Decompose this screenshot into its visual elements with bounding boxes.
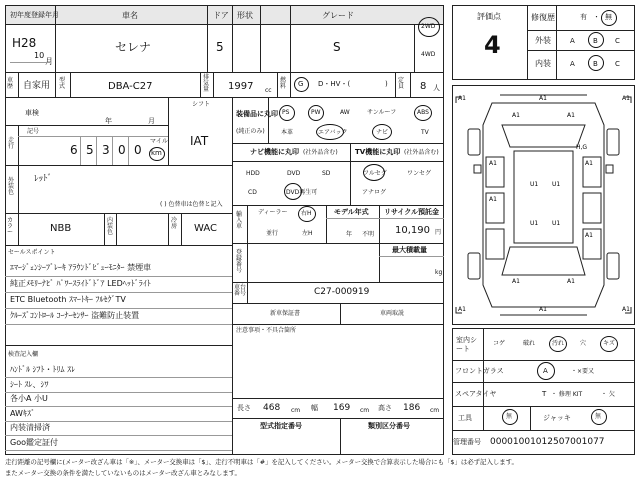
first-reg-month: 10 [34,51,45,60]
tv-oneseg: ワンセグ [407,170,432,177]
divider [340,303,341,324]
tools-label: 工具 [458,414,472,422]
length-value: 468 [263,403,281,413]
ac-value: WAC [194,223,217,234]
separator: ・ [593,13,600,21]
sales-points-label: セールスポイント [8,249,56,256]
divider [452,430,635,431]
divider [168,213,169,245]
running-label: 走行 [8,137,15,150]
chassis-value: C27-000919 [314,287,370,297]
damage-mark: A1 [585,160,593,167]
mileage-digit: 3 [102,143,110,157]
fuel-label: 燃料 [280,77,287,90]
model-label: 型式 [59,77,66,90]
divider [232,303,444,304]
model-year-year: 年 [346,231,353,238]
ext-grade-c: C [615,37,620,45]
divider [410,72,411,97]
divider [232,97,233,455]
divider [326,205,327,243]
sales-point-line: 純正ﾒﾓﾘｰﾅﾋﾞ ﾊﾟﾜｰｽﾗｲﾄﾞﾄﾞｱ LEDﾍｯﾄﾞﾗｲﾄ [10,279,151,288]
divider [556,5,557,80]
first-reg-label: 初年度登録年月 [10,11,59,19]
notes-label: 注意事項・不具合箇所 [236,327,297,334]
height-label: 高さ [378,404,392,412]
damage-mark: A1 [512,112,520,119]
equip-sunroof: サンルーフ [367,109,397,116]
use-label: 車歴 [7,77,14,90]
equip-tv: TV [421,129,429,136]
month-unit: 月 [45,57,53,66]
divider [290,5,291,72]
drive-2wd: 2WD [421,23,436,30]
max-load-label: 最大積載量 [392,246,427,254]
navi-cd: CD [248,189,257,196]
divider [232,161,444,162]
footer-line-2: またメーター交換の条件を満たしていないものはメーター改ざん車とみなします。 [5,469,241,477]
doors-value: 5 [216,40,224,54]
model-year-unknown: 不明 [362,231,375,238]
divider [5,125,168,126]
damage-mark: A1 [622,95,630,102]
inspector-line: 内装清掃済 [10,423,50,432]
record-label: 記号 [27,128,40,135]
fuel-close: ) [385,80,388,88]
divider [5,377,232,378]
spare-kit: ・ 修理 KIT [551,391,583,398]
divider [326,218,444,219]
divider [70,72,71,97]
divider [112,136,113,165]
divider [18,136,168,137]
damage-mark: A1 [539,306,547,313]
divider [5,450,232,451]
inspector-label: 検査記入欄 [8,351,39,358]
import-left: 左H [302,230,313,237]
divider [5,292,232,293]
divider [247,282,248,303]
int-grade-c: C [615,60,620,68]
damage-mark: A1 [512,278,520,285]
import-label: 輸入車 [236,211,243,230]
damage-mark: A1 [567,278,575,285]
divider [527,50,635,51]
seat-item: 破れ [523,340,536,347]
inspector-line: 各小A 小U [10,394,48,403]
divider [530,406,531,430]
tv-sublabel: (社外品含む) [404,149,439,156]
divider [232,5,233,72]
divider [128,136,129,165]
divider [5,24,444,25]
shift-value: IAT [190,134,209,148]
jack-none: 無 [595,413,602,420]
height-value: 186 [403,403,421,413]
grade-label: グレード [322,11,354,20]
spare-label: スペアタイヤ [455,390,497,398]
damage-mark: A1 [458,306,466,313]
divider [379,256,444,257]
damage-mark: A1 [539,95,547,102]
divider [200,72,201,97]
divider [5,345,232,346]
shape-label: 形状 [237,11,253,20]
divider [213,72,214,97]
persons-unit: 人 [433,84,440,92]
model-value: DBA-C27 [108,81,153,92]
import-dealer: ディーラー [258,209,288,216]
width-unit: cm [360,407,370,414]
import-parallel: 並行 [266,230,279,237]
inspection-month: 月 [148,117,155,125]
grade-value: S [333,40,341,54]
divider [483,328,484,430]
inspector-line: ｼｰﾄ ｽﾚ、ｼﾜ [10,379,49,389]
divider [232,205,444,206]
tv-label: TV機能に丸印 [355,148,401,156]
damage-mark: H,G [576,144,588,151]
exterior-grade-label: 外装 [535,36,551,45]
capacity-value: 8 [420,81,427,92]
damage-mark: A1 [585,232,593,239]
divider [5,308,232,309]
navi-hdd: HDD [246,170,260,177]
equip-pw: PW [311,109,321,116]
ext-grade-a: A [570,37,575,45]
damage-mark: U1 [530,181,539,188]
registration-label: 登録番号 [236,249,243,274]
divider [247,243,248,282]
equip-abs: ABS [417,109,429,116]
divider [5,165,232,166]
divider [414,24,415,72]
divider [527,5,528,80]
divider [5,435,232,436]
repair-no: 無 [605,13,612,21]
repair-yes: 有 [580,13,587,21]
divider [18,125,19,165]
divider [268,97,269,143]
chassis-label: 車台番号 [234,284,247,297]
navi-sd: SD [322,170,331,177]
recycle-label: リサイクル預託金 [384,208,440,216]
divider [452,382,635,383]
divider [5,97,444,98]
displacement-value: 1997 [228,81,254,92]
divider [5,324,232,325]
front-glass-rest: ・×要又 [571,368,595,375]
unit-km: km [151,149,162,157]
equip-airbag: エアバック [318,129,348,136]
divider [18,165,19,213]
divider [5,276,232,277]
length-label: 長さ [237,404,251,412]
type-spec-label: 型式指定番号 [260,422,302,430]
divider [116,213,117,245]
divider [207,5,208,72]
divider [5,392,232,393]
inspection-year: 年 [105,117,112,125]
ac-label: 冷房 [171,217,178,230]
navi-sublabel: (社外品含む) [303,149,338,156]
divider [18,213,19,245]
import-right: 右H [301,210,312,217]
divider [5,245,232,246]
spare-missing: ・ 欠 [601,391,615,398]
damage-mark: U1 [552,220,561,227]
mileage-digit: 0 [118,143,126,157]
divider [395,72,396,97]
exterior-color-label: 外装色 [8,177,15,196]
length-unit: cm [291,407,301,414]
equip-navi: ナビ [376,129,389,136]
navi-label: ナビ機能に丸印 [250,148,299,156]
sales-point-line: ｸﾙｰｽﾞｺﾝﾄﾛｰﾙ ｺｰﾅｰｾﾝｻｰ 盗難防止装置 [10,311,140,320]
mileage-digit: 6 [70,143,78,157]
car-diagram [452,85,635,325]
ext-grade-b: B [593,37,598,45]
interior-grade-label: 内装 [535,59,551,68]
sales-point-line: ｴﾏｰｼﾞｪﾝｼｰﾌﾞﾚｰｷ ｱﾗｳﾝﾄﾞﾋﾞｭｰﾓﾆﾀｰ 禁煙車 [10,263,152,272]
divider [247,205,248,243]
damage-mark: U1 [530,220,539,227]
spare-t: T [542,390,547,398]
color-value: NBB [50,223,72,234]
divider [260,5,261,72]
divider [80,136,81,165]
control-label: 管理番号 [453,438,481,446]
recycle-value: 10,190 [395,225,430,236]
divider [232,398,444,399]
int-grade-b: B [593,60,598,68]
cc-unit: cc [265,87,272,94]
score-value: 4 [484,31,501,59]
first-reg-era: H28 [12,36,37,50]
shift-label: シフト [192,101,211,108]
equip-ps: PS [282,109,290,116]
jack-label: ジャッキ [543,414,571,422]
divider [452,360,635,361]
capacity-label: 定員 [398,77,405,90]
drive-4wd: 4WD [421,51,436,58]
divider [379,205,380,243]
damage-mark: U1 [552,181,561,188]
divider [5,406,232,407]
divider [290,72,291,97]
height-unit: cm [430,407,440,414]
divider [232,243,444,244]
seat-item: 汚れ [552,340,565,347]
use-value: 自家用 [23,81,51,91]
warranty-label: 新車保証書 [270,310,301,317]
control-value: 00001001012507001077 [490,437,605,447]
seat-item: コゲ [493,340,506,347]
mileage-digit: 0 [134,143,142,157]
width-value: 169 [333,403,351,413]
displacement-label: 排気量 [203,74,210,93]
divider [55,72,56,97]
sales-point-line: ETC Bluetooth ｽﾏｰﾄｷｰ ﾌﾙｾｸﾞTV [10,295,126,304]
divider [340,418,341,455]
equipment-sublabel: (純正のみ) [236,128,265,135]
unit-mile: マイル [150,138,168,145]
damage-mark: A1 [458,95,466,102]
divider [181,213,182,245]
seat-item: キズ [603,340,615,347]
car-name: セレナ [115,40,152,54]
divider [379,243,380,282]
inspector-line: AWｷｽﾞ [10,408,35,418]
front-glass-label: フロントガラス [455,367,504,375]
damage-mark: A1 [622,306,630,313]
equip-aw: AW [340,109,350,116]
divider [104,213,105,245]
divider [232,418,444,419]
color-label: カラー [7,217,14,236]
inspector-line: Goo鑑定証付 [10,437,58,447]
divider [350,143,351,205]
divider [18,72,19,97]
doors-label: ドア [213,11,229,20]
divider [232,324,444,325]
fuel-rest: D・HV・( [318,80,351,88]
divider [168,97,169,165]
front-glass-a: A [543,367,548,375]
navi-dvd-play: DVD再生可 [286,189,318,196]
width-label: 幅 [311,404,318,412]
divider [452,406,635,407]
recycle-unit: 円 [435,229,442,236]
inspector-line: ﾊﾝﾄﾞﾙ ｼﾌﾄ・ﾄﾘﾑ ｽﾚ [10,365,76,374]
mileage-digit: 5 [86,143,94,157]
equip-leather: 本革 [281,129,294,136]
navi-dvd: DVD [287,170,301,177]
damage-mark: A1 [489,196,497,203]
damage-mark: A1 [489,160,497,167]
fuel-g: G [298,80,304,88]
divider [232,282,444,283]
repair-label: 修復歴 [531,13,555,22]
class-number-label: 類別区分番号 [368,422,410,430]
car-name-label: 車名 [122,11,138,20]
damage-mark: A1 [567,112,575,119]
divider [527,30,635,31]
equipment-label: 装備品に丸印 [236,110,278,118]
max-load-unit: kg [435,269,443,276]
manual-label: 車両取説 [380,310,405,317]
exterior-color-note: ( ) 色替車は色替と記入 [160,201,223,208]
exterior-color-value: ﾚｯﾄﾞ [34,174,53,184]
divider [96,136,97,165]
tools-none: 無 [506,413,513,420]
interior-color-label: 内装色 [107,217,114,236]
divider [5,213,232,214]
divider [5,421,232,422]
divider [232,143,444,144]
score-label: 評価点 [477,12,501,21]
int-grade-a: A [570,60,575,68]
interior-seat-label: 室内シート [456,336,477,354]
tv-fullseg: フルセグ [363,170,387,177]
divider [10,62,50,63]
seat-item: 穴 [580,340,587,347]
model-year-label: モデル年式 [334,208,369,216]
footer-line-1: 走行距離の記号欄に(メーター改ざん車は「※」、メーター交換車は「$」、走行不明車は「#」を記入してください。メーター交換で合算表示した場合にも「$」は必ず記入します。 [5,458,518,466]
tv-analog: アナログ [362,189,387,196]
divider [277,72,278,97]
inspection-label: 車検 [25,109,39,117]
